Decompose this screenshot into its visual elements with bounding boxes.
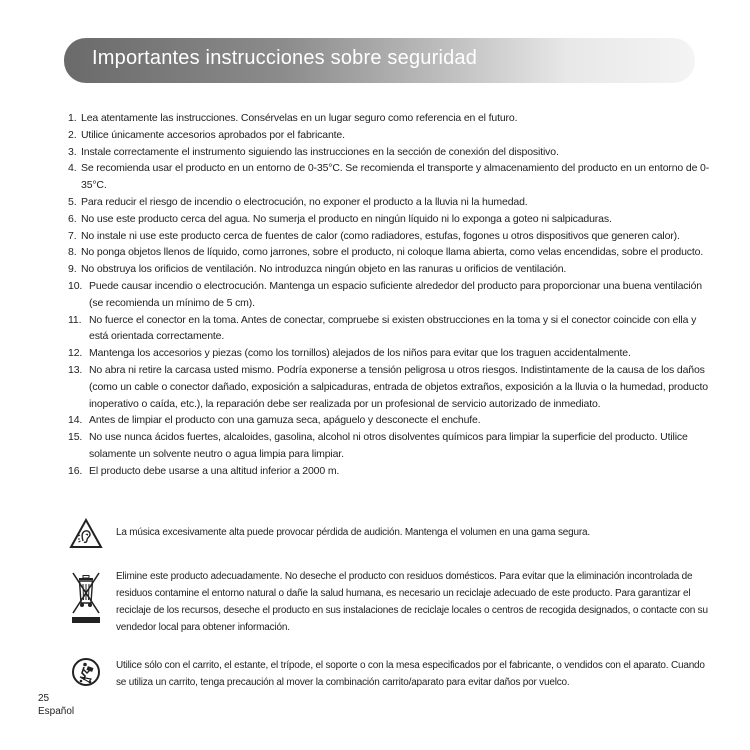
item-text: Antes de limpiar el producto con una gamuza seca, apáguelo y desconecte el enchufe. xyxy=(89,414,481,427)
list-item xyxy=(68,211,713,228)
page-title: Importantes instrucciones sobre seguridad xyxy=(92,47,478,69)
item-text: No use este producto cerca del agua. No sumerja el producto en ningún líquido ni lo exponga a goteo ni salpicaduras. xyxy=(81,212,612,225)
item-number: 15. xyxy=(68,431,83,444)
cart-warning-notice xyxy=(68,654,713,691)
list-item xyxy=(68,463,713,480)
list-item xyxy=(68,228,713,245)
item-number: 10. xyxy=(68,279,83,292)
hearing-warning-notice xyxy=(68,516,713,552)
item-text: No use nunca ácidos fuertes, alcaloides, gasolina, alcohol ni otros disolventes químicos para limpiar la superficie del producto. Utilice solamente un solvente neutro o agua limpia para limpiar. xyxy=(89,431,688,460)
list-item xyxy=(68,312,713,346)
item-text: Se recomienda usar el producto en un entorno de 0-35°C. Se recomienda el transporte y almacenamiento del producto en un entorno de 0-35°C. xyxy=(81,162,710,192)
item-number: 7. xyxy=(68,229,77,242)
list-item xyxy=(68,278,713,312)
item-text: Mantenga los accesorios y piezas (como los tornillos) alejados de los niños para evitar que los traguen accidentalmente. xyxy=(89,347,631,360)
item-number: 16. xyxy=(68,464,83,477)
item-number: 9. xyxy=(68,263,77,276)
item-number: 2. xyxy=(68,128,77,141)
safety-instructions-list xyxy=(68,110,713,480)
list-item xyxy=(68,261,713,278)
item-text: El producto debe usarse a una altitud inferior a 2000 m. xyxy=(89,464,340,477)
item-number: 1. xyxy=(68,112,77,124)
crossed-bin-icon xyxy=(68,568,104,628)
item-text: No abra ni retire la carcasa usted mismo. Podría exponerse a tensión peligrosa u otros riesgos. Indistintamente de la causa de los daños (como un cable o conector dañado, exposición a salpicaduras, entrada de objetos extraños, exposición a la lluvia o la humedad, producto inoperativo o caída, etc.), la reparación debe ser realizada por un profesional de servicio autorizado de inmediato. xyxy=(89,363,708,410)
cart-warning-icon xyxy=(68,654,104,690)
cart-warning-text: Utilice sólo con el carrito, el estante, el trípode, el soporte o con la mesa especificados por el fabricante, o vendidos con el aparato. Cuando se utiliza un carrito, tenga precaución al mover la combinación carrito/aparato para evitar daños por vuelco. xyxy=(116,660,705,688)
item-text: Para reducir el riesgo de incendio o electrocución, no exponer el producto a la lluvia ni la humedad. xyxy=(81,195,528,208)
item-number: 14. xyxy=(68,414,83,427)
item-text: Lea atentamente las instrucciones. Consérvelas en un lugar seguro como referencia en el futuro. xyxy=(81,112,518,124)
disposal-text: Elimine este producto adecuadamente. No deseche el producto con residuos domésticos. Para evitar que la eliminación incontrolada de residuos contamine el entorno natural o dañe la salud humana, es necesario un reciclaje adecuado de este producto. Para garantizar el reciclaje de los recursos, deseche el producto en sus instalaciones de reciclaje locales o centros de recogida designados, o contacte con su vendedor local para obtener información. xyxy=(116,571,708,633)
item-number: 3. xyxy=(68,145,77,158)
item-text: Instale correctamente el instrumento siguiendo las instrucciones en la sección de conexión del dispositivo. xyxy=(81,145,559,158)
item-text: Puede causar incendio o electrocución. Mantenga un espacio suficiente alrededor del producto para proporcionar una buena ventilación (se recomienda un mínimo de 5 cm). xyxy=(89,279,702,309)
list-item xyxy=(68,160,713,194)
disposal-notice xyxy=(68,568,713,636)
item-text: No ponga objetos llenos de líquido, como jarrones, sobre el producto, ni coloque llama abierta, como velas encendidas, sobre el producto. xyxy=(81,246,704,259)
item-number: 11. xyxy=(68,313,82,326)
list-item xyxy=(68,429,713,463)
list-item xyxy=(68,244,713,261)
item-text: Utilice únicamente accesorios aprobados por el fabricante. xyxy=(81,128,345,141)
hearing-warning-icon xyxy=(68,516,104,552)
list-item xyxy=(68,144,713,161)
list-item xyxy=(68,127,713,144)
item-text: No instale ni use este producto cerca de fuentes de calor (como radiadores, estufas, fogones u otros dispositivos que generen calor). xyxy=(81,229,680,242)
item-text: No fuerce el conector en la toma. Antes de conectar, compruebe si existen obstrucciones en la toma y si el conector coincide con ella y está orientada correctamente. xyxy=(89,313,697,343)
item-number: 8. xyxy=(68,246,77,259)
item-number: 4. xyxy=(68,162,77,175)
item-number: 6. xyxy=(68,212,77,225)
item-text: No obstruya los orificios de ventilación. No introduzca ningún objeto en las ranuras u orificios de ventilación. xyxy=(81,263,567,276)
page-number: 25 xyxy=(38,693,50,704)
title-banner xyxy=(64,38,695,83)
list-item xyxy=(68,362,713,412)
list-item xyxy=(68,345,713,362)
list-item xyxy=(68,110,713,127)
language-label: Español xyxy=(38,706,75,717)
item-number: 13. xyxy=(68,363,83,376)
list-item xyxy=(68,194,713,211)
item-number: 5. xyxy=(68,195,77,208)
item-number: 12. xyxy=(68,347,83,360)
hearing-warning-text: La música excesivamente alta puede provocar pérdida de audición. Mantenga el volumen en una gama segura. xyxy=(116,527,590,538)
list-item xyxy=(68,412,713,429)
page-footer xyxy=(38,692,74,718)
